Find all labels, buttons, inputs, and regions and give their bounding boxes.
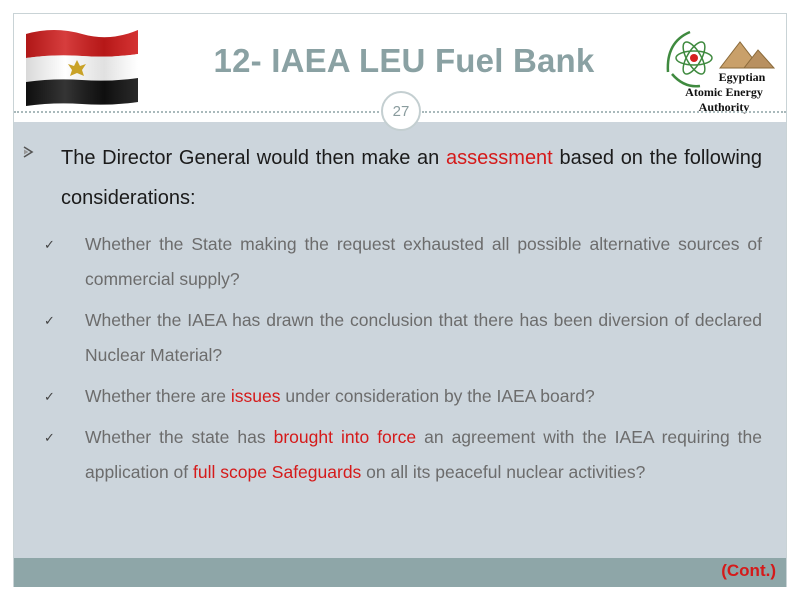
check-mark-icon: ✓ [44,237,55,252]
assessment-highlight: assessment [446,147,553,169]
brought-into-force-highlight: brought into force [273,427,417,447]
egypt-flag-icon [22,24,142,106]
consideration-text: Whether there are issues under consideration by the IAEA board? [85,386,595,406]
check-mark-icon: ✓ [44,430,55,445]
slide-header [14,14,786,122]
consideration-item [44,227,762,297]
full-scope-safeguards-highlight: full scope Safeguards [193,462,362,482]
logo-text-line2: Atomic Energy Authority [685,85,763,114]
page-number: 27 [392,102,410,120]
header-divider-left [14,111,379,113]
consideration-text: Whether the IAEA has drawn the conclusion that there has been diversion of declared Nuclear Material? [85,310,762,365]
header-divider-right [422,111,786,113]
consideration-text: Whether the state has brought into force an agreement with the IAEA requiring the application of full scope Safeguards on all its peaceful nuclear activities? [85,427,763,482]
consideration-text: Whether the State making the request exhausted all possible alternative sources of commercial supply? [85,234,762,289]
footer-bar [14,558,786,587]
slide-title: 12- IAEA LEU Fuel Bank [213,42,595,79]
continued-label: (Cont.) [721,561,776,580]
consideration-item [44,379,762,414]
issues-highlight: issues [230,386,281,406]
check-mark-icon: ✓ [44,389,55,404]
consideration-item [44,420,762,490]
considerations-list [44,227,762,496]
consideration-item [44,303,762,373]
page-number-badge [381,91,421,131]
logo-text-line1: Egyptian [718,70,766,84]
check-mark-icon: ✓ [44,313,55,328]
main-bullet [22,138,762,218]
arrow-bullet-icon [22,146,34,158]
main-bullet-text: The Director General would then make an assessment based on the following considerations: [61,147,763,209]
